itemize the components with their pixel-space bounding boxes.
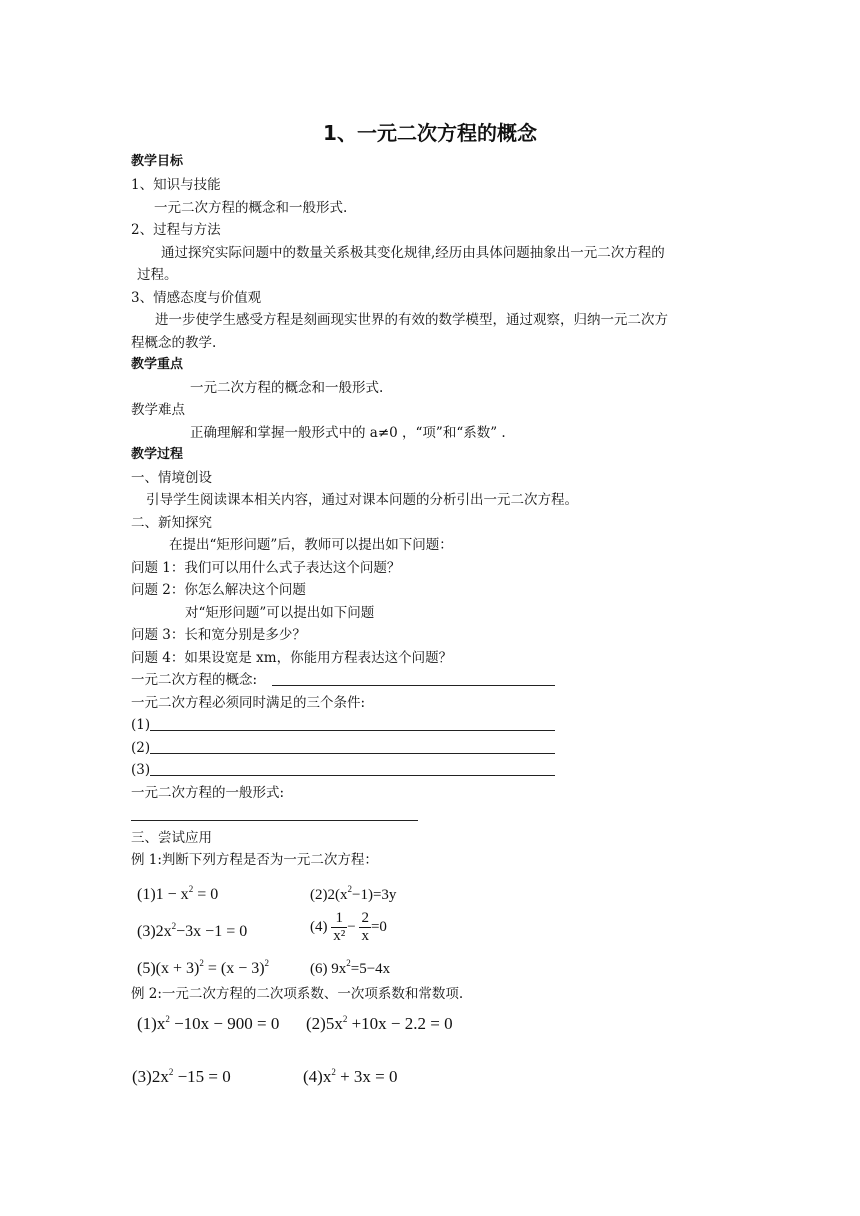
conditions-label: 一元二次方程必须同时满足的三个条件: bbox=[131, 695, 366, 711]
general-form-label: 一元二次方程的一般形式: bbox=[131, 785, 285, 801]
equation-5: $(5)(x + 3)^2 = (x - 3)^2$ bbox=[137, 958, 270, 977]
equation-3: $(3)2x^2-3x -1 = 0$ bbox=[137, 921, 248, 940]
fraction-2: $\frac{2}{x}$ bbox=[361, 910, 369, 944]
objective-3-heading: 3、情感态度与价值观 bbox=[131, 290, 262, 306]
equation-ex2-1: $(1)x^2 -10x - 900 = 0$ bbox=[137, 1014, 280, 1033]
condition-1-label: (1) bbox=[131, 717, 151, 733]
question-2: 问题 2：你怎么解决这个问题 bbox=[131, 582, 306, 598]
equation-1: $(1)1 - x^2 = 0$ bbox=[137, 884, 219, 903]
concept-label: 一元二次方程的概念: bbox=[131, 672, 258, 688]
fraction-1: $\frac{1}{\text{x²}}$ bbox=[333, 910, 346, 944]
section-3-heading: 三、尝试应用 bbox=[131, 830, 212, 846]
condition-3-label: (3) bbox=[131, 762, 151, 778]
key-points-text: 一元二次方程的概念和一般形式. bbox=[190, 380, 384, 396]
example-2-prompt: 例 2:一元二次方程的二次项系数、一次项系数和常数项. bbox=[131, 986, 464, 1002]
objective-2-text-cont: 过程。 bbox=[137, 267, 178, 283]
equation-4: (4) $\frac{1}{\text{x²}}$ − $\frac{2}{x}$ =0 bbox=[310, 910, 387, 944]
equation-2: $(2)2(x^2-1)=3y$ bbox=[310, 884, 397, 903]
section-1-text: 引导学生阅读课本相关内容，通过对课本问题的分析引出一元二次方程。 bbox=[146, 492, 578, 508]
objective-2-heading: 2、过程与方法 bbox=[131, 222, 221, 238]
difficulty-heading: 教学难点 bbox=[131, 402, 185, 418]
question-2-sub: 对“矩形问题”可以提出如下问题 bbox=[185, 605, 375, 621]
equation-ex2-4: $(4)x^2 + 3x = 0$ bbox=[303, 1067, 398, 1086]
condition-2-blank[interactable] bbox=[150, 753, 555, 754]
general-form-blank[interactable] bbox=[131, 820, 418, 821]
objective-3-text: 进一步使学生感受方程是刻画现实世界的有效的数学模型，通过观察，归纳一元二次方 bbox=[155, 312, 668, 328]
section-1-heading: 一、情境创设 bbox=[131, 470, 212, 486]
section-2-intro: 在提出“矩形问题”后，教师可以提出如下问题： bbox=[169, 537, 453, 553]
objectives-heading: 教学目标 bbox=[131, 154, 184, 169]
objective-1-heading: 1、知识与技能 bbox=[131, 177, 221, 193]
objective-3-text-cont: 程概念的教学. bbox=[131, 335, 217, 351]
condition-1-blank[interactable] bbox=[150, 730, 555, 731]
page-title: 1、一元二次方程的概念 bbox=[323, 121, 537, 145]
equation-ex2-2: $(2)5x^2 +10x - 2.2 = 0$ bbox=[306, 1014, 453, 1033]
condition-3-blank[interactable] bbox=[150, 775, 555, 776]
process-heading: 教学过程 bbox=[131, 447, 184, 462]
equation-6: (6) $9x^2=5-4x$ bbox=[310, 958, 391, 977]
objective-2-text: 通过探究实际问题中的数量关系极其变化规律,经历由具体问题抽象出一元二次方程的 bbox=[161, 245, 665, 261]
concept-blank[interactable] bbox=[272, 685, 555, 686]
question-1: 问题 1：我们可以用什么式子表达这个问题？ bbox=[131, 560, 401, 576]
example-1-prompt: 例 1:判断下列方程是否为一元二次方程： bbox=[131, 852, 378, 868]
section-2-heading: 二、新知探究 bbox=[131, 515, 212, 531]
question-3: 问题 3：长和宽分别是多少？ bbox=[131, 627, 306, 643]
condition-2-label: (2) bbox=[131, 740, 151, 756]
key-points-heading: 教学重点 bbox=[131, 357, 184, 372]
question-4: 问题 4：如果设宽是 xm，你能用方程表达这个问题？ bbox=[131, 650, 453, 666]
difficulty-text: 正确理解和掌握一般形式中的 a≠0 ，“项”和“系数” . bbox=[190, 425, 506, 441]
equation-ex2-3: $(3)2x^2 -15 = 0$ bbox=[132, 1067, 231, 1086]
objective-1-text: 一元二次方程的概念和一般形式. bbox=[154, 200, 348, 216]
